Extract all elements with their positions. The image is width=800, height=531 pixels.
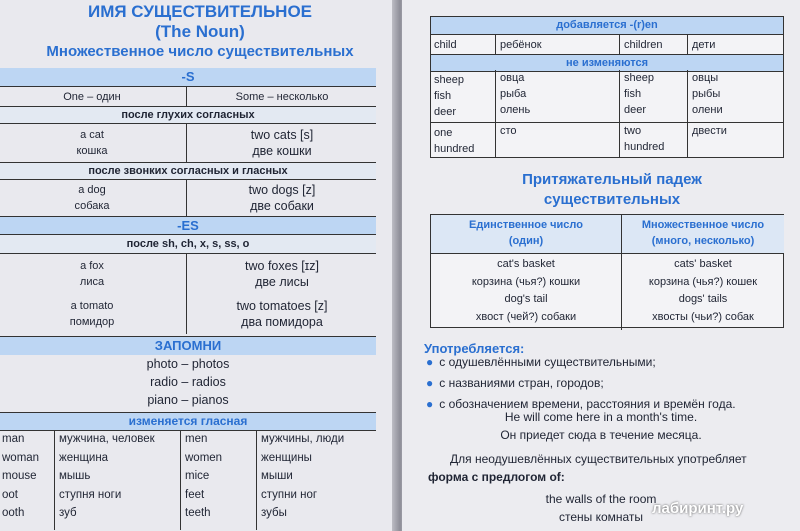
vowel-header: изменяется гласная [0,412,376,431]
voiced-header: после звонких согласных и гласных [0,162,376,180]
vowel-table [0,430,376,530]
irregular-table [430,16,784,158]
child-row: child ребёнок children дети [431,34,783,55]
of-form-text: форма с предлогом of: [428,470,565,484]
memo-line: radio – radios [150,375,226,389]
usage-title: Употребляется: [424,341,525,356]
plural-en-col: men women mice feet teeth [180,430,255,530]
walls-en: the walls of the room [545,492,657,506]
singular-en-col: man woman mouse oot ooth [2,433,40,519]
possessive-table [430,214,784,328]
plural-header: Множественное число (много, несколько) [621,215,784,253]
fox-row: a fox лиса two foxes [ɪz] две лисы [0,254,376,294]
tomato-row: a tomato помидор two tomatoes [z] два помидора [0,294,376,334]
remember-header: ЗАПОМНИ [0,336,376,355]
unchanged-row: sheep fish deer овца рыба олень sheep fish deer овцы рыбы олени [431,72,783,122]
example-ru: Он приедет сюда в течение месяца. [500,428,702,442]
bullet-icon: ● [426,355,434,369]
bullet-icon: ● [426,397,434,411]
adds-en-header: добавляется -(r)en [431,17,783,34]
hundred-row: one hundred сто two hundred двести [431,122,783,158]
s-header: -S [0,68,376,86]
right-page [402,0,800,531]
bullet-icon: ● [426,376,434,390]
left-page [0,0,398,531]
walls-ru: стены комнаты [558,510,644,524]
watermark: лабиринт.ру [652,500,744,517]
sh-header: после sh, ch, x, s, ss, o [0,234,376,254]
inanimate-text: Для неодушевлённых существительных употребляет [450,452,747,466]
usage-list: ● с одушевлёнными существительными; ● с названиями стран, городов; ● с обозначением времени, расстояния и времён года. [426,355,736,411]
plural-ru-col: мужчины, люди женщины мыши ступни ног зубы [256,430,377,530]
one-some-row: One – один Some – несколько [0,86,376,107]
singular-examples: cat's basket корзина (чья?) кошки dog's tail хвост (чей?) собаки [431,253,621,330]
cat-row: a cat кошка two cats [s] две кошки [0,124,376,162]
es-header: -ES [0,216,376,235]
example-en: He will come here in a month's time. [504,410,698,424]
page-title: ИМЯ СУЩЕСТВИТЕЛЬНОЕ (The Noun) [87,2,313,41]
memo-line: photo – photos [146,357,230,371]
unchanged-header: не изменяются [431,54,783,72]
voiceless-header: после глухих согласных [0,106,376,124]
singular-ru-col: мужчина, человек женщина мышь ступня ноги зуб [54,430,181,530]
possessive-title: Притяжательный падеж существительных [522,171,702,208]
plural-examples: cats' basket корзина (чья?) кошек dogs' tails хвосты (чьи?) собак [621,253,784,330]
dog-row: a dog собака two dogs [z] две собаки [0,180,376,216]
section-title: Множественное число существительных [46,43,354,60]
memo-line: piano – pianos [147,393,229,407]
singular-header: Единственное число (один) [431,215,621,253]
